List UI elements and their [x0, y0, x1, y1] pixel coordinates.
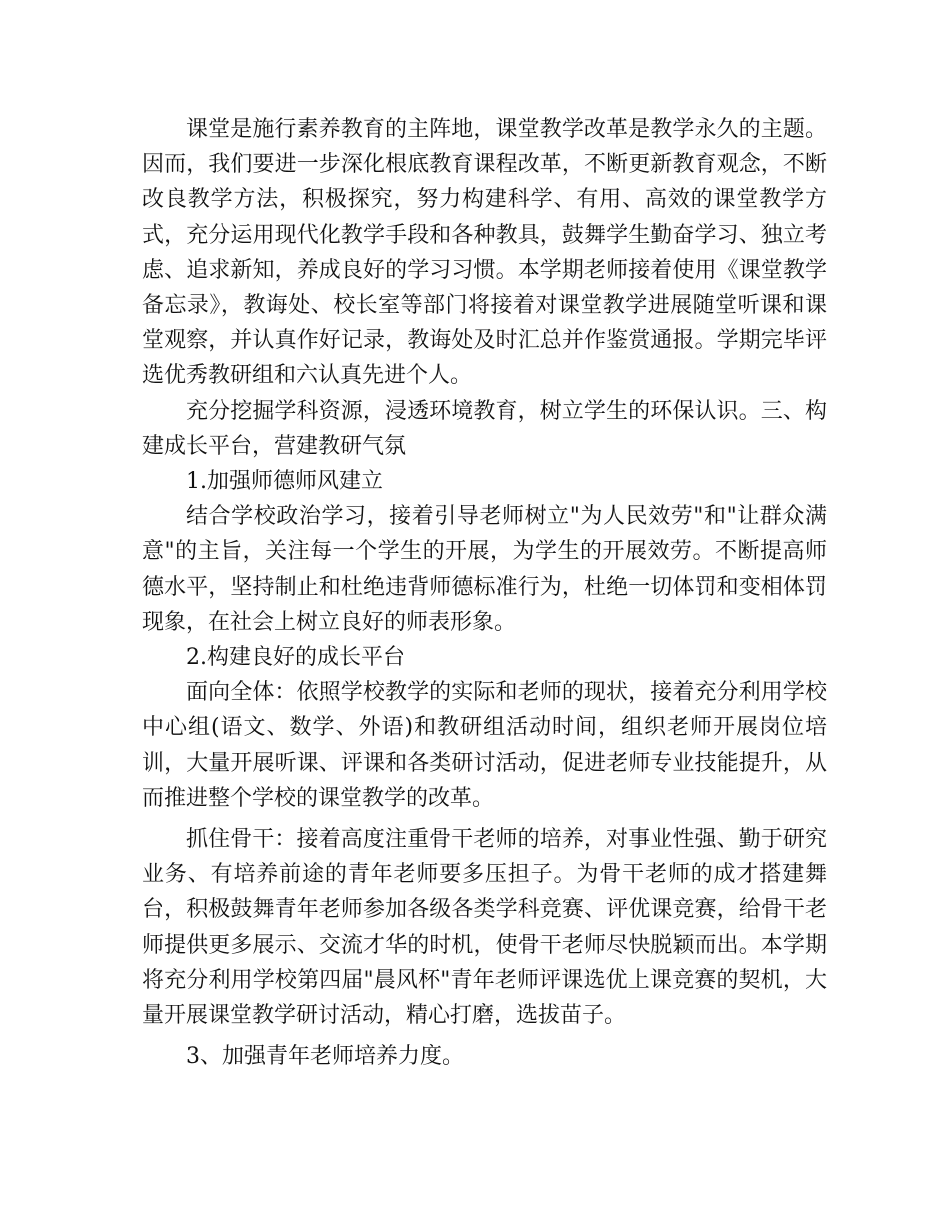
paragraph-key-teachers: 抓住骨干：接着高度注重骨干老师的培养，对事业性强、勤于研究业务、有培养前途的青年老师要多压担子。为骨干老师的成才搭建舞台，积极鼓舞青年老师参加各级各类学科竞赛、评优课竞赛，给骨干老师提供更多展示、交流才华的时机，使骨干老师尽快脱颖而出。本学期将充分利用学校第四届"晨风杯"青年老师评课选优上课竞赛的契机，大量开展课堂教学研讨活动，精心打磨，选拔苗子。 [142, 827, 827, 1029]
heading-teacher-ethics: 1.加强师德师风建立 [186, 469, 383, 495]
heading-growth-platform: 2.构建良好的成长平台 [186, 645, 405, 671]
paragraph-teacher-ethics: 结合学校政治学习，接着引导老师树立"为人民效劳"和"让群众满意"的主旨，关注每一个学生的开展，为学生的开展效劳。不断提高师德水平，坚持制止和杜绝违背师德标准行为，杜绝一切体罚和变相体罚现象，在社会上树立良好的师表形象。 [142, 504, 827, 635]
paragraph-classroom-reform: 课堂是施行素养教育的主阵地，课堂教学改革是教学永久的主题。因而，我们要进一步深化根底教育课程改革，不断更新教育观念，不断改良教学方法，积极探究，努力构建科学、有用、高效的课堂教学方式，充分运用现代化教学手段和各种教具，鼓舞学生勤奋学习、独立考虑、追求新知，养成良好的学习习惯。本学期老师接着使用《课堂教学备忘录》，教诲处、校长室等部门将接着对课堂教学进展随堂听课和课堂观察，并认真作好记录，教诲处及时汇总并作鉴赏通报。学期完毕评选优秀教研组和六认真先进个人。 [142, 117, 827, 389]
heading-young-teachers: 3、加强青年老师培养力度。 [186, 1044, 464, 1070]
paragraph-environment-education: 充分挖掘学科资源，浸透环境教育，树立学生的环保认识。三、构建成长平台，营建教研气氛 [142, 398, 827, 459]
paragraph-face-all: 面向全体：依照学校教学的实际和老师的现状，接着充分利用学校中心组(语文、数学、外语)和教研组活动时间，组织老师开展岗位培训，大量开展听课、评课和各类研讨活动，促进老师专业技能提升，从而推进整个学校的课堂教学的改革。 [142, 680, 827, 811]
document-page [142, 112, 827, 1074]
